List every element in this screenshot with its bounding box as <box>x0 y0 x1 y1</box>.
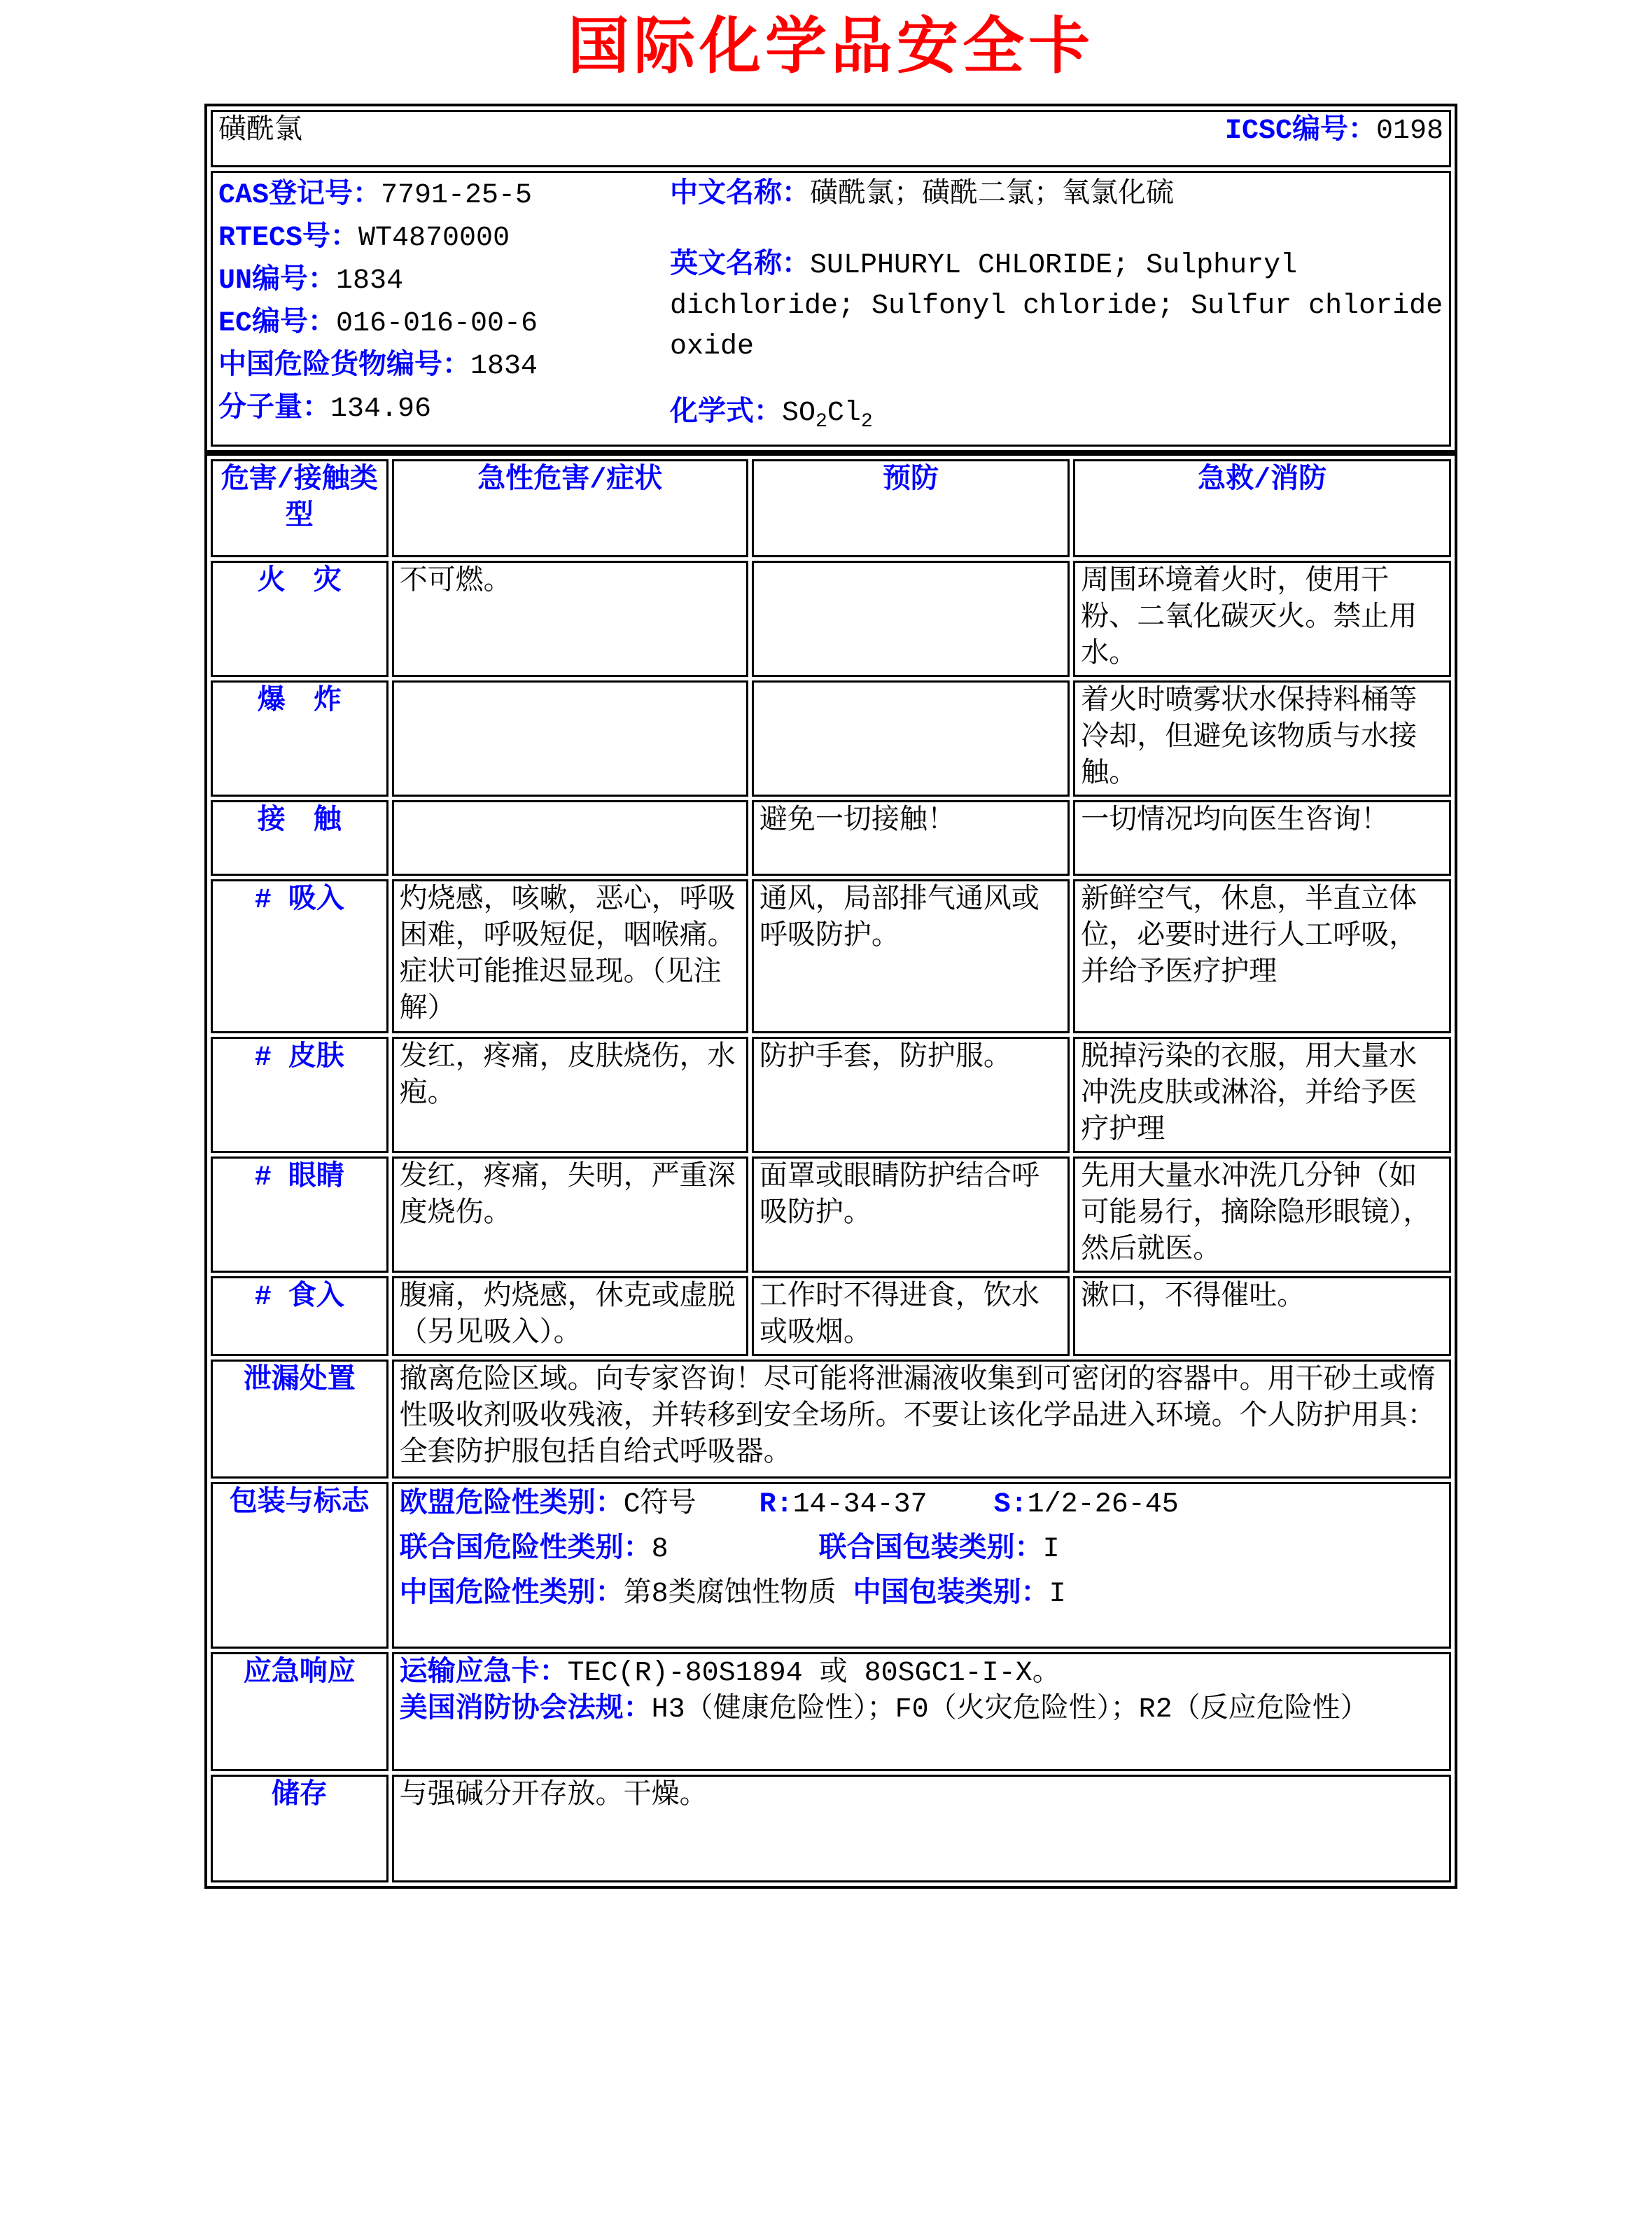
un-classification-line <box>400 1530 1443 1570</box>
hazard-type-exposure: 接 触 <box>211 800 388 876</box>
nfpa-value: H3（健康危险性）；F0（火灾危险性）；R2（反应危险性） <box>651 1694 1368 1726</box>
ec-value: 016-016-00-6 <box>336 308 538 340</box>
r-phrases-label: R: <box>759 1489 793 1521</box>
hazard-type-fire: 火 灾 <box>211 561 388 677</box>
header-acute-hazards: 急性危害/症状 <box>392 459 748 557</box>
china-pack-value: I <box>1049 1579 1066 1610</box>
substance-name-cell <box>211 110 1451 167</box>
prevention-cell <box>752 680 1070 797</box>
table-row-fire <box>211 561 1451 677</box>
hazard-type-skin: # 皮肤 <box>211 1037 388 1153</box>
prevention-cell: 面罩或眼睛防护结合呼吸防护。 <box>752 1157 1070 1273</box>
table-row-skin <box>211 1037 1451 1153</box>
un-class-label: 联合国危险性类别： <box>399 1534 652 1565</box>
substance-name: 磺酰氯 <box>218 116 302 147</box>
table-row-storage <box>211 1775 1451 1882</box>
un-class-value: 8 <box>651 1534 668 1565</box>
icsc-number-value: 0198 <box>1376 116 1443 147</box>
hazard-type-inhalation: # 吸入 <box>211 879 388 1033</box>
english-name-value: SULPHURYL CHLORIDE; Sulphuryl dichloride; Sulfonyl chloride; Sulfur chloride oxide <box>670 250 1443 363</box>
chemical-formula-label: 化学式： <box>670 398 782 429</box>
packaging-labelling-label: 包装与标志 <box>211 1482 388 1649</box>
china-pack-label: 中国包装类别： <box>853 1579 1049 1610</box>
table-row-emergency-response <box>211 1652 1451 1771</box>
s-phrases-value: 1/2-26-45 <box>1027 1489 1179 1521</box>
table-row-eyes <box>211 1157 1451 1273</box>
icsc-number-group <box>1225 113 1443 150</box>
firstaid-cell: 先用大量水冲洗几分钟（如可能易行，摘除隐形眼镜），然后就医。 <box>1073 1157 1451 1273</box>
prevention-cell: 工作时不得进食，饮水或吸烟。 <box>752 1276 1070 1356</box>
rtecs-label: RTECS号： <box>218 223 359 254</box>
cas-number-line <box>218 174 670 217</box>
identifiers-row <box>211 171 1451 447</box>
firstaid-cell: 脱掉污染的衣服，用大量水冲洗皮肤或淋浴，并给予医疗护理 <box>1073 1037 1451 1153</box>
header-hazard-type: 危害/接触类型 <box>211 459 388 557</box>
table-row-explosion <box>211 680 1451 797</box>
china-dg-label: 中国危险货物编号： <box>218 351 470 382</box>
china-dg-number-line <box>218 345 670 388</box>
hazard-type-explosion: 爆 炸 <box>211 680 388 797</box>
storage-label: 储存 <box>211 1775 388 1882</box>
spill-disposal-text: 撤离危险区域。向专家咨询！尽可能将泄漏液收集到可密闭的容器中。用干砂土或惰性吸收剂吸收残液，并转移到安全场所。不要让该化学品进入环境。个人防护用具：全套防护服包括自给式呼吸器。 <box>392 1360 1451 1479</box>
un-pack-value: I <box>1042 1534 1060 1565</box>
chinese-name-value: 磺酰氯；磺酰二氯；氧氯化硫 <box>810 179 1174 211</box>
ec-label: EC编号： <box>218 308 337 340</box>
molecular-weight-value: 134.96 <box>330 393 432 425</box>
table-row-packaging-labelling <box>211 1482 1451 1649</box>
prevention-cell: 避免一切接触！ <box>752 800 1070 876</box>
symptoms-cell <box>392 800 748 876</box>
china-class-label: 中国危险性类别： <box>399 1579 624 1610</box>
eu-class-value: C符号 <box>623 1489 696 1521</box>
ec-number-line <box>218 302 670 345</box>
header-firstaid-firefighting: 急救/消防 <box>1073 459 1451 557</box>
symptoms-cell: 灼烧感，咳嗽，恶心，呼吸困难，呼吸短促，咽喉痛。症状可能推迟显现。（见注解） <box>392 879 748 1033</box>
prevention-cell <box>752 561 1070 677</box>
hazard-table-header-row <box>211 459 1451 557</box>
nfpa-label: 美国消防协会法规： <box>399 1694 652 1726</box>
r-phrases-value: 14-34-37 <box>792 1489 927 1521</box>
cas-value: 7791-25-5 <box>381 180 533 211</box>
s-phrases-label: S: <box>993 1489 1028 1521</box>
substance-info-table <box>204 104 1457 453</box>
symptoms-cell: 发红，疼痛，皮肤烧伤，水疱。 <box>392 1037 748 1153</box>
symptoms-cell: 发红，疼痛，失明，严重深度烧伤。 <box>392 1157 748 1273</box>
transport-emergency-card-line <box>400 1656 1443 1692</box>
prevention-cell: 通风，局部排气通风或呼吸防护。 <box>752 879 1070 1033</box>
china-class-value: 第8类腐蚀性物质 <box>623 1579 836 1610</box>
un-pack-label: 联合国包装类别： <box>818 1534 1043 1565</box>
table-row-ingestion <box>211 1276 1451 1356</box>
tec-value: TEC(R)-80S1894 或 80SGC1-I-X。 <box>567 1658 1060 1689</box>
english-name-label: 英文名称： <box>670 250 810 281</box>
un-label: UN编号： <box>218 265 337 297</box>
firstaid-cell: 着火时喷雾状水保持料桶等冷却，但避免该物质与水接触。 <box>1073 680 1451 797</box>
icsc-card <box>204 0 1457 1889</box>
chemical-formula-line <box>670 393 1443 443</box>
symptoms-cell <box>392 680 748 797</box>
packaging-labelling-content <box>392 1482 1451 1649</box>
substance-name-row <box>211 110 1451 167</box>
identifiers-cell <box>211 171 1451 447</box>
rtecs-number-line <box>218 217 670 260</box>
firstaid-cell: 一切情况均向医生咨询！ <box>1073 800 1451 876</box>
english-name-line <box>670 246 1443 368</box>
eu-class-label: 欧盟危险性类别： <box>399 1489 624 1521</box>
page-title: 国际化学品安全卡 <box>567 13 1094 81</box>
emergency-response-content <box>392 1652 1451 1771</box>
icsc-number-label: ICSC编号： <box>1224 116 1376 147</box>
chinese-name-label: 中文名称： <box>670 179 810 211</box>
molecular-weight-line <box>218 388 670 431</box>
chemical-formula-value: $SO_2Cl_2$ <box>782 398 873 433</box>
rtecs-value: WT4870000 <box>358 223 510 254</box>
firstaid-cell: 漱口，不得催吐。 <box>1073 1276 1451 1356</box>
hazard-type-eyes: # 眼睛 <box>211 1157 388 1273</box>
molecular-weight-label: 分子量： <box>218 393 330 425</box>
emergency-response-label: 应急响应 <box>211 1652 388 1771</box>
un-value: 1834 <box>336 265 404 297</box>
table-row-inhalation <box>211 879 1451 1033</box>
symptoms-cell: 腹痛，灼烧感，休克或虚脱（另见吸入）。 <box>392 1276 748 1356</box>
un-number-line <box>218 260 670 302</box>
eu-classification-line <box>400 1486 1443 1525</box>
spill-disposal-label: 泄漏处置 <box>211 1360 388 1479</box>
hazard-type-ingestion: # 食入 <box>211 1276 388 1356</box>
firstaid-cell: 周围环境着火时，使用干粉、二氧化碳灭火。禁止用水。 <box>1073 561 1451 677</box>
table-row-spill-disposal <box>211 1360 1451 1479</box>
chemical-names-block <box>670 174 1443 443</box>
hazard-table <box>204 453 1457 1889</box>
table-row-exposure <box>211 800 1451 876</box>
china-classification-line <box>400 1575 1443 1614</box>
chinese-name-line <box>670 174 1443 216</box>
storage-text: 与强碱分开存放。干燥。 <box>392 1775 1451 1882</box>
registry-numbers-block <box>218 174 670 443</box>
header-prevention: 预防 <box>752 459 1070 557</box>
firstaid-cell: 新鲜空气，休息，半直立体位，必要时进行人工呼吸，并给予医疗护理 <box>1073 879 1451 1033</box>
cas-label: CAS登记号： <box>218 180 382 211</box>
tec-label: 运输应急卡： <box>399 1658 568 1689</box>
symptoms-cell: 不可燃。 <box>392 561 748 677</box>
nfpa-code-line <box>400 1692 1443 1728</box>
prevention-cell: 防护手套，防护服。 <box>752 1037 1070 1153</box>
china-dg-value: 1834 <box>470 351 538 382</box>
